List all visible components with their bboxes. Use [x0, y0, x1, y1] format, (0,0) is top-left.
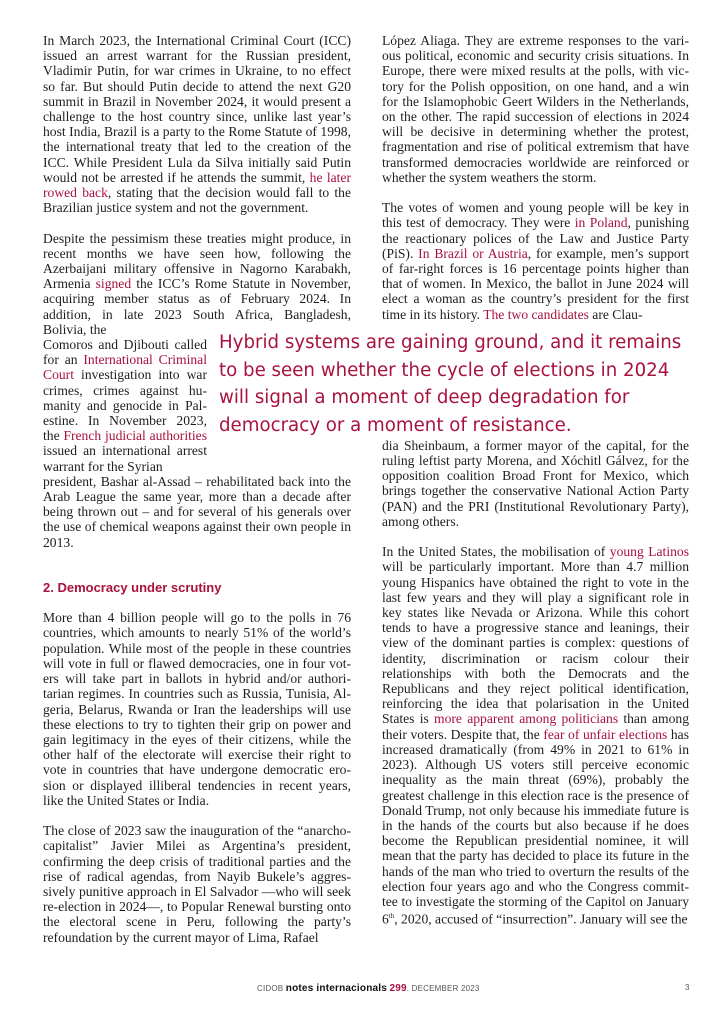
link-international-criminal-court[interactable]: International Criminal Court: [43, 352, 207, 383]
link-in-poland[interactable]: in Poland: [574, 215, 628, 231]
right-column: [382, 33, 689, 942]
footer-issue: 299: [389, 983, 407, 994]
paragraph-mexico-candidates: dia Sheinbaum, a former mayor of the capital, for the ruling leftist party Morena, and Xóchitl Gálvez, for the opposition coalition Broad Front for Mexico, which brings together the conservative National Action Party (PAN) and the PRI (Institutional Revolutionary Party), among others.: [382, 437, 689, 529]
paragraph-women-youth: The votes of women and young people will be key in this test of democracy. They were in Poland, punishing the reactionary polices of the Law and Justice Party (PiS). In Brazil or Austria, for example, men’s support of far-right forces is 16 percentage points higher than that of women. In Mexico, the ballot in June 2024 will elect a woman as the country’s president for the first time in its history. The two candidates are Clau-: [382, 200, 689, 322]
paragraph-icc-investigation: Comoros and Djibouti called for an International Criminal Court investigation into war crimes, crimes against humanity and genocide in Palestine. In November 2023, the French judicial authorities issued an international arrest warrant for the Syrian: [43, 337, 207, 474]
paragraph-icc-putin: In March 2023, the International Criminal Court (ICC) issued an arrest warrant for the Russian president, Vladimir Putin, for war crimes in Ukraine, to no effect so far. But should Putin decide to attend the next G20 summit in Brazil in November 2024, it would present a challenge to the host country since, unlike last year’s host India, Brazil is a party to the Rome Statute of 1998, the international treaty that led to the creation of the ICC. While President Lula da Silva initially said Putin would not be arrested if he attends the summit, he later rowed back, stating that the decision would fall to the Brazilian justice system and not the government.: [43, 33, 352, 216]
page-number: 3: [685, 983, 690, 992]
footer-org: CIDOB: [257, 984, 284, 993]
link-more-apparent-among-politicians[interactable]: more apparent among politicians: [434, 711, 619, 727]
paragraph-4-billion: More than 4 billion people will go to the polls in 76 countries, which amounts to nearly 51% of the world’s population. While most of the people in these countries will vote in full or flawed democracies, one in four voters will take part in ballots in hybrid and/or authoritarian regimes. In countries such as Russia, Tunisia, Algeria, Belarus, Rwanda or Iran the leaderships will use these elections to try to tighten their grip on power and gain legitimacy in the eyes of their citizens, while the other half of the electorate will exercise their right to vote in countries that have undergone democratic erosion or displayed illiberal tendencies in recent years, like the United States or India.: [43, 610, 351, 808]
link-in-brazil-or-austria[interactable]: In Brazil or Austria: [418, 245, 528, 261]
link-young-latinos[interactable]: young Latinos: [609, 544, 689, 560]
link-the-two-candidates[interactable]: The two candidates: [483, 306, 589, 322]
footer-publication: notes internacionals: [285, 983, 388, 994]
footer-date: . DECEMBER 2023: [406, 984, 480, 993]
link-fear-of-unfair-elections[interactable]: fear of unfair elections: [543, 726, 668, 742]
link-he-later-rowed-back[interactable]: he later rowed back: [43, 169, 351, 201]
paragraph-united-states: In the United States, the mobilisation of young Latinos will be particularly important. More than 4.7 million young Hispanics have obtained the right to vote in the last few years and they will play a significant role in key states like Nevada or Arizona. While this cohort tends to have a progressive stance and leanings, their view of the dominant parties is complex: questions of identity, discrimination or racism colour their relationships with both the Democrats and the Republicans and they reject political identification, reinforcing the idea that polarisation in the United States is more apparent among politicians than among their voters. Despite that, the fear of unfair elections has increased dramatically (from 49% in 2021 to 61% in 2023). Although US voters still perceive economic inequality as the main threat (69%), probably the greatest challenge in this election race is the presence of Donald Trump, not only because his immediate future is in the hands of the courts but also because if he does become the Republican presidential nominee, it will mean that the party has decided to place its future in the hands of the man who tried to overturn the results of the election four years ago and who the Congress committee to investigate the storming of the Capitol on January 6th, 2020, accused of “insurrection”. January will see the: [382, 544, 689, 927]
footer: [257, 983, 480, 994]
link-signed[interactable]: signed: [95, 276, 132, 292]
paragraph-armenia: Despite the pessimism these treaties might produce, in recent months we have seen how, following the Azerbaijani military offensive in Nagorno Karabakh, Armenia signed the ICC’s Rome Statute in November, acquiring member status as of February 2024. In addition, in late 2023 South Africa, Bangladesh, Bolivia, the: [43, 230, 351, 337]
pull-quote: Hybrid systems are gaining ground, and it remains to be seen whether the cycle of elections in 2024 will signal a moment of deep degradation for democracy or a moment of resistance.: [219, 332, 682, 436]
link-french-judicial-authorities[interactable]: French judicial authorities: [63, 428, 207, 444]
paragraph-extreme-responses: López Aliaga. They are extreme responses to the various political, economic and security crisis situations. In Europe, there were mixed results at the polls, with victory for the Polish opposition, on one hand, and a win for the Islamophobic Geert Wilders in the Netherlands, on the other. The rapid succession of elections in 2024 will be decisive in determining whether the protest, fragmentation and rise of political extremism that have transformed democracies worldwide are reinforced or whether the system weathers the storm.: [382, 33, 689, 185]
section-heading: 2. Democracy under scrutiny: [43, 579, 222, 595]
left-column: [43, 33, 351, 960]
paragraph-assad: president, Bashar al-Assad – rehabilitated back into the Arab League the same year, more than a decade after being thrown out – and for several of his generals over the use of chemical weapons against their own people in 2013.: [43, 473, 351, 550]
paragraph-milei: The close of 2023 saw the inauguration of the “anarcho-capitalist” Javier Milei as Argentina’s president, confirming the deep crisis of traditional parties and the rise of radical agendas, from Nayib Bukele’s aggressively punitive approach in El Salvador —who will seek re-election in 2024—, to Popular Renewal bursting onto the electoral scene in Peru, following the party’s refoundation by the current mayor of Lima, Rafael: [43, 823, 351, 945]
